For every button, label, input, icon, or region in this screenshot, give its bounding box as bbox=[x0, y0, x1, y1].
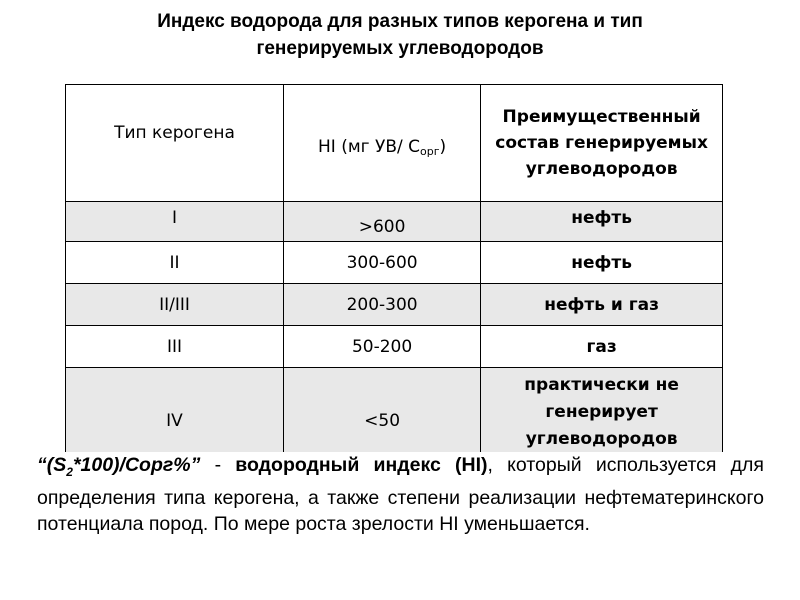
formula-dash: - bbox=[200, 454, 236, 476]
header-hi-suffix: ) bbox=[439, 136, 447, 157]
header-hi-prefix: HI (мг УВ/ С bbox=[318, 136, 421, 157]
table-row bbox=[66, 202, 723, 242]
cell-hi-value: 300-600 bbox=[283, 242, 480, 284]
formula-close: *100)/Сорг%” bbox=[72, 454, 201, 476]
paragraph-rest: , который используется для определения типа керогена, а также степени реализации нефтематеринского потенциала пород. По мере роста зрелости HI уменьшается. bbox=[37, 454, 764, 535]
table-row bbox=[66, 326, 723, 368]
cell-kerogen-type: I bbox=[66, 202, 284, 242]
table-row bbox=[66, 284, 723, 326]
cell-composition: газ bbox=[481, 326, 723, 368]
cell-composition: практически не генерирует углеводородов bbox=[481, 368, 723, 454]
cell-kerogen-type: II/III bbox=[66, 284, 284, 326]
cell-hi-value: <50 bbox=[283, 368, 480, 454]
table-row bbox=[66, 242, 723, 284]
cell-composition: нефть bbox=[481, 202, 723, 242]
kerogen-table bbox=[65, 84, 723, 454]
cell-composition: нефть и газ bbox=[481, 284, 723, 326]
cell-hi-value: 50-200 bbox=[283, 326, 480, 368]
cell-kerogen-type: II bbox=[66, 242, 284, 284]
cell-kerogen-type: IV bbox=[66, 368, 284, 454]
title-line-2: генерируемых углеводородов bbox=[256, 38, 544, 59]
table-header-row bbox=[66, 85, 723, 202]
hi-formula bbox=[37, 454, 201, 479]
formula-open: “(S bbox=[37, 454, 67, 476]
formula-sub: 2 bbox=[66, 464, 73, 479]
header-composition: Преимущественный состав генерируемых углеводородов bbox=[481, 85, 723, 202]
cell-hi-value: 200-300 bbox=[283, 284, 480, 326]
header-hi bbox=[283, 85, 480, 202]
page-title bbox=[60, 8, 740, 62]
cell-composition: нефть bbox=[481, 242, 723, 284]
table-row bbox=[66, 368, 723, 454]
description-paragraph bbox=[37, 452, 764, 537]
cell-hi-value: >600 bbox=[283, 202, 480, 242]
title-line-1: Индекс водорода для разных типов керогена и тип bbox=[157, 11, 643, 32]
cell-kerogen-type: III bbox=[66, 326, 284, 368]
header-hi-sub: орг bbox=[420, 144, 440, 158]
header-kerogen-type: Тип керогена bbox=[66, 85, 284, 202]
hi-term: водородный индекс (HI) bbox=[235, 454, 488, 476]
